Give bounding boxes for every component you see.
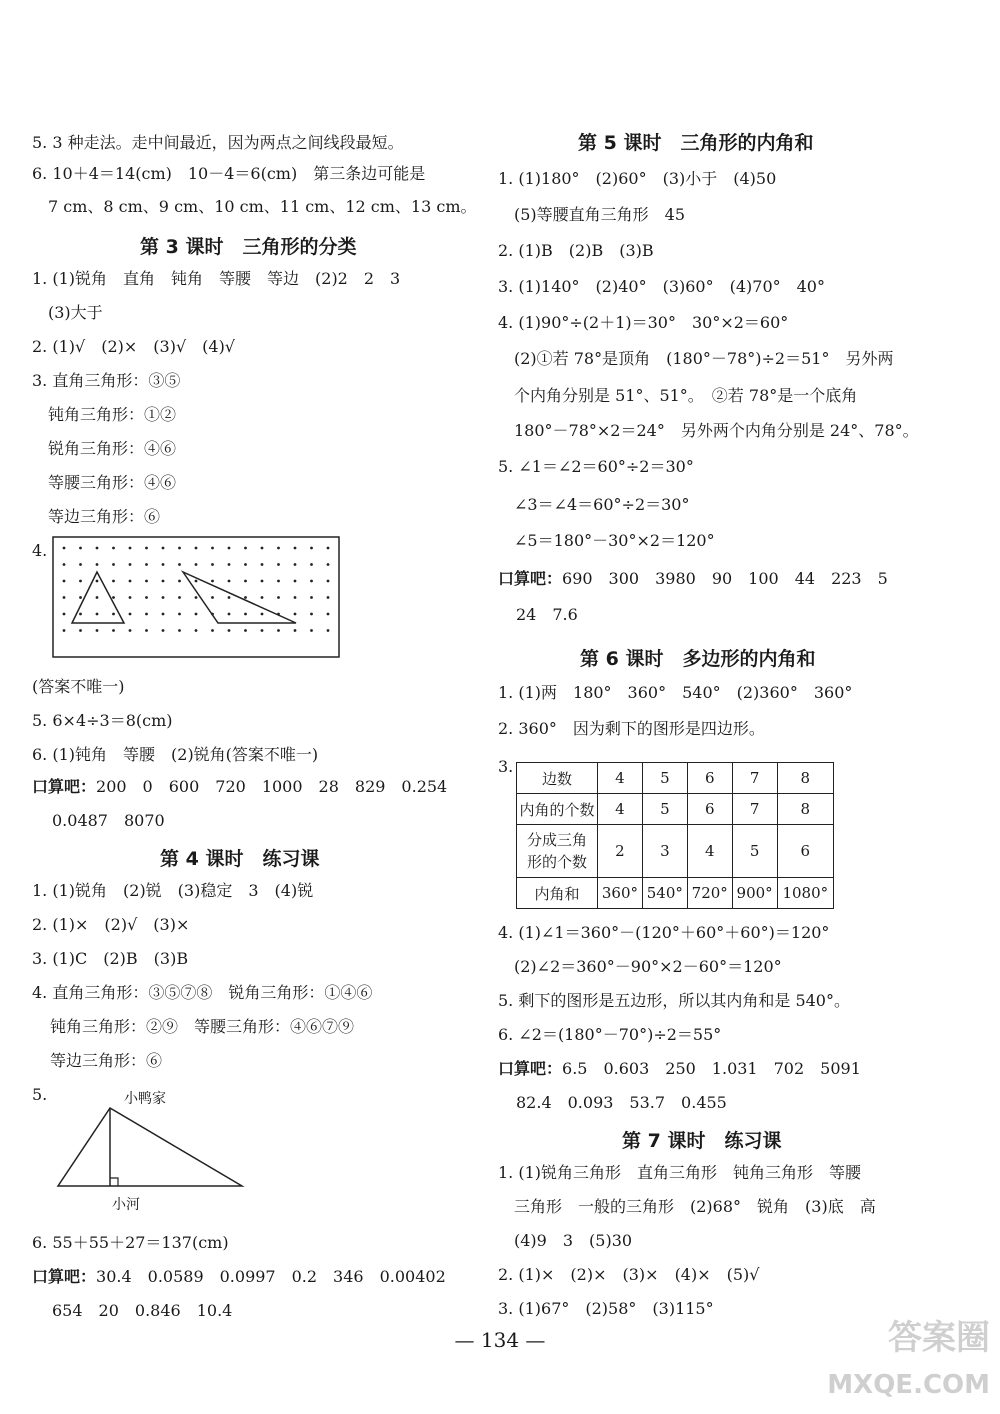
grid-dot	[327, 547, 330, 550]
grid-dot	[310, 563, 313, 566]
text-line: 1. (1)锐角三角形 直角三角形 钝角三角形 等腰	[498, 1163, 862, 1182]
grid-dot	[228, 613, 231, 616]
grid-dot	[228, 547, 231, 550]
table-cell-line: 形的个数	[526, 853, 587, 871]
kousuan-values: 6.5 0.603 250 1.031 702 5091	[562, 1059, 861, 1078]
dot-grid-figure	[52, 536, 342, 660]
grid-dot	[294, 563, 297, 566]
grid-dot	[195, 596, 198, 599]
table-cell: 4	[598, 794, 643, 825]
grid-dot	[294, 580, 297, 583]
grid-dot	[228, 629, 231, 632]
table-cell: 900°	[732, 878, 777, 909]
grid-dot	[145, 580, 148, 583]
grid-dot	[261, 547, 264, 550]
text-line: 6. (1)钝角 等腰 (2)锐角(答案不唯一)	[32, 745, 319, 764]
note-text: (答案不唯一)	[32, 677, 125, 696]
table-cell: 5	[642, 763, 687, 794]
kousuan-label: 口算吧：	[32, 1267, 97, 1286]
grid-dot	[178, 563, 181, 566]
text-line: (5)等腰直角三角形 45	[514, 205, 686, 224]
grid-dot	[211, 547, 214, 550]
table-cell: 1080°	[777, 878, 833, 909]
lesson-4-title: 第 4 课时 练习课	[160, 848, 320, 870]
table-cell: 2	[598, 825, 643, 878]
text-line: (2)①若 78°是顶角 (180°－78°)÷2＝51° 另外两	[514, 349, 894, 368]
text-line: (3)大于	[48, 303, 103, 322]
text-line: 6. 10＋4＝14(cm) 10－4＝6(cm) 第三条边可能是	[32, 164, 426, 183]
grid-dot	[211, 629, 214, 632]
grid-dot	[96, 629, 99, 632]
text-line: 4. 直角三角形：③⑤⑦⑧ 锐角三角形：①④⑥	[32, 983, 373, 1002]
grid-dot	[63, 563, 66, 566]
grid-dot	[145, 547, 148, 550]
text-line: 1. (1)两 180° 360° 540° (2)360° 360°	[498, 683, 853, 702]
text-line: (4)9 3 (5)30	[514, 1231, 633, 1250]
watermark-url: MXQE.COM	[827, 1370, 990, 1400]
lesson-6-title: 第 6 课时 多边形的内角和	[580, 648, 816, 670]
grid-dot	[178, 596, 181, 599]
grid-dot	[294, 596, 297, 599]
text-line: ∠3＝∠4＝60°÷2＝30°	[514, 495, 690, 514]
grid-dot	[145, 613, 148, 616]
grid-dot	[195, 629, 198, 632]
grid-dot	[310, 629, 313, 632]
question-number: 3.	[498, 757, 514, 776]
triangle-height-figure	[50, 1100, 250, 1192]
text-line: 1. (1)锐角 (2)锐 (3)稳定 3 (4)锐	[32, 881, 314, 900]
table-cell: 7	[732, 763, 777, 794]
text-line: 2. (1)× (2)√ (3)×	[32, 915, 190, 934]
grid-dot	[277, 580, 280, 583]
grid-dot	[145, 629, 148, 632]
polygon-table	[516, 762, 834, 909]
lesson-5-title: 第 5 课时 三角形的内角和	[578, 132, 814, 154]
table-cell: 6	[777, 825, 833, 878]
figure-label-top: 小鸭家	[124, 1091, 166, 1107]
grid-dot	[195, 613, 198, 616]
table-cell: 8	[777, 794, 833, 825]
text-line: 钝角三角形：①②	[48, 405, 177, 424]
table-row	[517, 763, 834, 794]
grid-dot	[228, 596, 231, 599]
text-line: 3. 直角三角形：③⑤	[32, 371, 181, 390]
grid-dot	[228, 580, 231, 583]
text-line: 6. ∠2＝(180°－70°)÷2＝55°	[498, 1025, 722, 1044]
table-cell: 4	[687, 825, 732, 878]
grid-dot	[129, 547, 132, 550]
table-cell: 5	[642, 794, 687, 825]
table-row	[517, 794, 834, 825]
table-cell-line: 分成三角	[526, 831, 587, 849]
grid-dot	[129, 596, 132, 599]
text-line: 5. 3 种走法。走中间最近，因为两点之间线段最短。	[32, 133, 404, 152]
grid-dot	[261, 613, 264, 616]
table-cell	[517, 825, 598, 878]
kousuan-label: 口算吧：	[498, 569, 563, 588]
grid-dot	[211, 596, 214, 599]
grid-dot	[162, 580, 165, 583]
grid-dot	[261, 629, 264, 632]
kousuan-label: 口算吧：	[498, 1059, 563, 1078]
text-line: 7 cm、8 cm、9 cm、10 cm、11 cm、12 cm、13 cm。	[48, 197, 477, 216]
grid-dot	[129, 563, 132, 566]
table-cell: 360°	[598, 878, 643, 909]
grid-dot	[63, 580, 66, 583]
grid-dot	[112, 613, 115, 616]
text-line: 3. (1)C (2)B (3)B	[32, 949, 189, 968]
grid-dot	[79, 547, 82, 550]
grid-dot	[244, 563, 247, 566]
grid-dot	[310, 547, 313, 550]
table-cell: 720°	[687, 878, 732, 909]
grid-dot	[244, 547, 247, 550]
text-line: 180°－78°×2＝24° 另外两个内角分别是 24°、78°。	[514, 421, 919, 440]
text-line: 1. (1)锐角 直角 钝角 等腰 等边 (2)2 2 3	[32, 269, 401, 288]
kousuan-values: 690 300 3980 90 100 44 223 5	[562, 569, 888, 588]
table-row	[517, 825, 834, 878]
table-cell: 4	[598, 763, 643, 794]
table-cell: 5	[732, 825, 777, 878]
kousuan-line	[32, 1266, 446, 1288]
kousuan-values: 24 7.6	[516, 605, 578, 624]
grid-dot	[96, 580, 99, 583]
grid-dot	[294, 547, 297, 550]
grid-dot	[277, 563, 280, 566]
grid-dot	[261, 580, 264, 583]
grid-dot	[195, 547, 198, 550]
kousuan-line	[32, 776, 447, 798]
text-line: 2. (1)× (2)× (3)× (4)× (5)√	[498, 1265, 760, 1284]
grid-dot	[63, 613, 66, 616]
kousuan-values: 30.4 0.0589 0.0997 0.2 346 0.00402	[96, 1267, 446, 1286]
text-line: 4. (1)∠1＝360°－(120°＋60°＋60°)＝120°	[498, 923, 830, 942]
text-line: 等腰三角形：④⑥	[48, 473, 177, 492]
grid-dot	[294, 629, 297, 632]
text-line: ∠5＝180°－30°×2＝120°	[514, 531, 715, 550]
grid-dot	[63, 629, 66, 632]
grid-dot	[112, 547, 115, 550]
text-line: 1. (1)180° (2)60° (3)小于 (4)50	[498, 169, 777, 188]
grid-dot	[79, 563, 82, 566]
grid-dot	[178, 547, 181, 550]
table-cell: 3	[642, 825, 687, 878]
grid-dot	[129, 629, 132, 632]
grid-dot	[327, 613, 330, 616]
grid-dot	[79, 613, 82, 616]
grid-dot	[178, 580, 181, 583]
grid-dot	[327, 596, 330, 599]
grid-dot	[277, 629, 280, 632]
text-line: 3. (1)140° (2)40° (3)60° (4)70° 40°	[498, 277, 825, 296]
grid-dot	[211, 563, 214, 566]
grid-dot	[162, 613, 165, 616]
page-number: — 134 —	[454, 1328, 546, 1352]
grid-dot	[162, 547, 165, 550]
grid-dot	[162, 629, 165, 632]
grid-dot	[79, 629, 82, 632]
kousuan-values: 654 20 0.846 10.4	[52, 1301, 233, 1320]
text-line: 2. (1)B (2)B (3)B	[498, 241, 654, 260]
lesson-3-title: 第 3 课时 三角形的分类	[140, 236, 357, 258]
grid-dot	[310, 596, 313, 599]
grid-dot	[244, 580, 247, 583]
text-line: 2. (1)√ (2)× (3)√ (4)√	[32, 337, 236, 356]
text-line: 钝角三角形：②⑨ 等腰三角形：④⑥⑦⑨	[50, 1017, 355, 1036]
grid-dot	[244, 613, 247, 616]
text-line: 4. (1)90°÷(2＋1)＝30° 30°×2＝60°	[498, 313, 789, 332]
text-line: 5. ∠1＝∠2＝60°÷2＝30°	[498, 457, 694, 476]
table-cell: 边数	[517, 763, 598, 794]
grid-dot	[112, 629, 115, 632]
grid-dot	[129, 613, 132, 616]
kousuan-line	[498, 568, 888, 590]
grid-dot	[79, 580, 82, 583]
table-row	[517, 878, 834, 909]
kousuan-line	[498, 1058, 861, 1080]
grid-dot	[211, 580, 214, 583]
grid-dot	[327, 629, 330, 632]
grid-dot	[112, 580, 115, 583]
grid-dot	[327, 563, 330, 566]
grid-dot	[195, 580, 198, 583]
grid-dot	[96, 563, 99, 566]
grid-dot	[261, 563, 264, 566]
grid-dot	[96, 596, 99, 599]
text-line: 三角形 一般的三角形 (2)68° 锐角 (3)底 高	[514, 1197, 876, 1216]
grid-dot	[195, 563, 198, 566]
text-line: 5. 剩下的图形是五边形，所以其内角和是 540°。	[498, 991, 850, 1010]
grid-dot	[178, 613, 181, 616]
grid-dot	[162, 596, 165, 599]
table-cell: 内角和	[517, 878, 598, 909]
grid-dot	[294, 613, 297, 616]
grid-dot	[63, 596, 66, 599]
text-line: 2. 360° 因为剩下的图形是四边形。	[498, 719, 765, 738]
grid-dot	[244, 629, 247, 632]
text-line: 等边三角形：⑥	[50, 1051, 163, 1070]
watermark-logo: 答案圈	[888, 1318, 990, 1358]
grid-dot	[244, 596, 247, 599]
grid-dot	[112, 596, 115, 599]
grid-dot	[310, 580, 313, 583]
grid-dot	[96, 547, 99, 550]
figure-label-bottom: 小河	[112, 1197, 140, 1213]
text-line: 5. 6×4÷3＝8(cm)	[32, 711, 173, 730]
table-cell: 8	[777, 763, 833, 794]
text-line: 个内角分别是 51°、51°。 ②若 78°是一个底角	[514, 386, 858, 405]
text-line: 3. (1)67° (2)58° (3)115°	[498, 1299, 714, 1318]
kousuan-label: 口算吧：	[32, 777, 97, 796]
grid-dot	[261, 596, 264, 599]
grid-dot	[79, 596, 82, 599]
kousuan-values: 0.0487 8070	[52, 811, 165, 830]
text-line: (2)∠2＝360°－90°×2－60°＝120°	[514, 957, 782, 976]
question-number: 4.	[32, 541, 48, 560]
grid-dot	[63, 547, 66, 550]
grid-dot	[228, 563, 231, 566]
lesson-7-title: 第 7 课时 练习课	[622, 1130, 782, 1152]
grid-dot	[178, 629, 181, 632]
grid-dot	[145, 596, 148, 599]
text-line: 锐角三角形：④⑥	[48, 439, 177, 458]
table-cell: 6	[687, 763, 732, 794]
table-cell: 内角的个数	[517, 794, 598, 825]
grid-dot	[277, 596, 280, 599]
question-number: 5.	[32, 1085, 48, 1104]
text-line: 等边三角形：⑥	[48, 507, 161, 526]
grid-dot	[96, 613, 99, 616]
kousuan-values: 82.4 0.093 53.7 0.455	[516, 1093, 727, 1112]
grid-dot	[310, 613, 313, 616]
table-cell: 6	[687, 794, 732, 825]
grid-dot	[162, 563, 165, 566]
table-cell: 7	[732, 794, 777, 825]
grid-dot	[112, 563, 115, 566]
grid-dot	[277, 547, 280, 550]
kousuan-values: 200 0 600 720 1000 28 829 0.254	[96, 777, 448, 796]
grid-dot	[327, 580, 330, 583]
grid-dot	[145, 563, 148, 566]
table-cell: 540°	[642, 878, 687, 909]
text-line: 6. 55＋55＋27＝137(cm)	[32, 1233, 229, 1252]
grid-dot	[129, 580, 132, 583]
